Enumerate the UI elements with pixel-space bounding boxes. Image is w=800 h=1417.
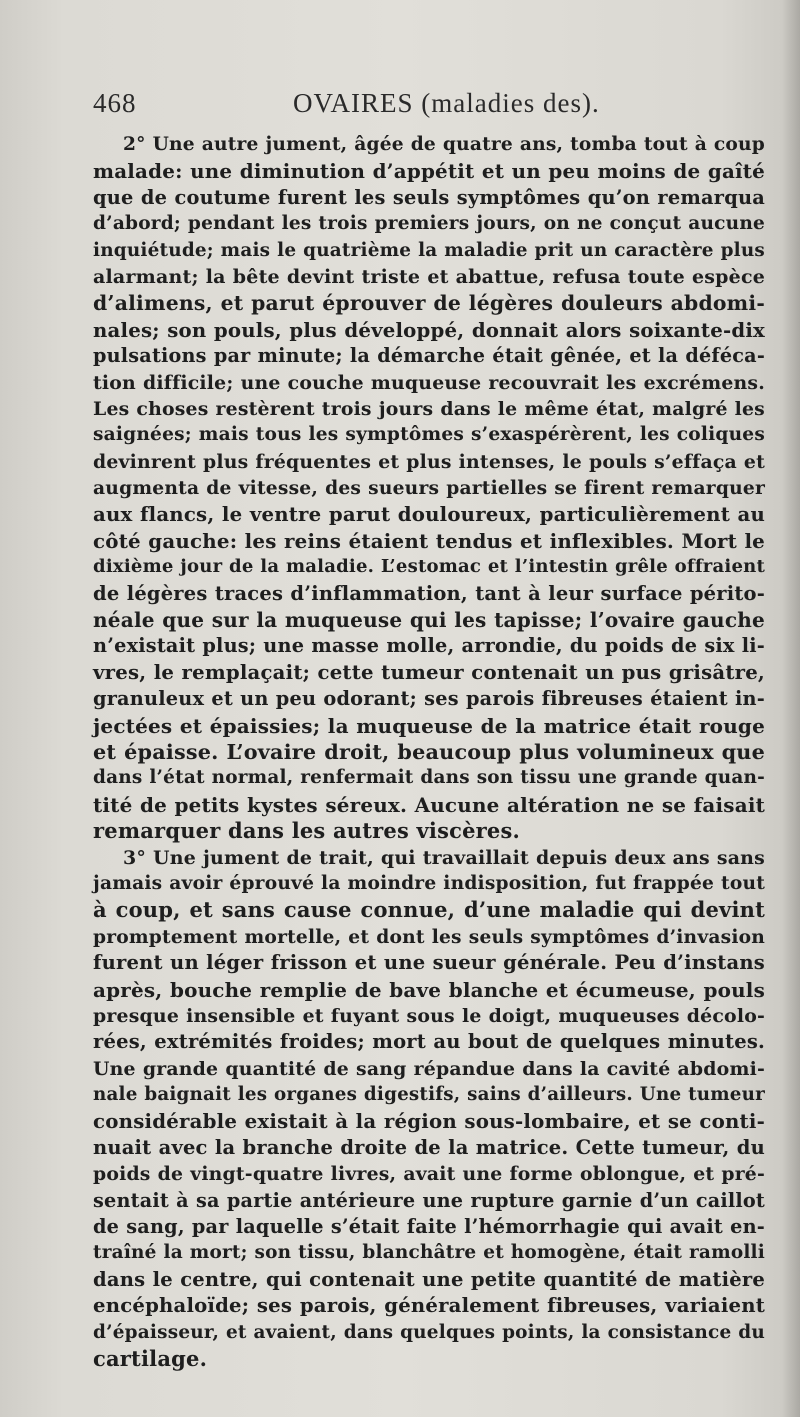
text-line: d’épaisseur, et avaient, dans quelques points, la consistance du <box>93 1321 765 1343</box>
text-line: poids de vingt-quatre livres, avait une forme oblongue, et pré- <box>93 1163 765 1186</box>
text-line: d’alimens, et parut éprouver de légères douleurs abdomi- <box>93 291 765 316</box>
text-line: côté gauche: les reins étaient tendus et inflexibles. Mort le <box>93 528 765 553</box>
text-line: dixième jour de la maladie. L’estomac et l’intestin grêle offraient <box>93 556 765 578</box>
text-line: à coup, et sans cause connue, d’une maladie qui devint <box>93 897 765 923</box>
text-line: jamais avoir éprouvé la moindre indisposition, fut frappée tout <box>93 872 765 894</box>
text-line: 2° Une autre jument, âgée de quatre ans, tomba tout à coup <box>123 134 765 155</box>
text-line: granuleux et un peu odorant; ses parois fibreuses étaient in- <box>93 687 765 711</box>
text-line: vres, le remplaçait; cette tumeur contenait un pus grisâtre, <box>93 660 765 684</box>
text-line: aux flancs, le ventre parut douloureux, particulièrement au <box>93 502 765 527</box>
text-line: cartilage. <box>93 1345 208 1371</box>
text-line: de légères traces d’inflammation, tant à leur surface périto- <box>93 581 765 605</box>
page-edge-shadow <box>782 0 800 1417</box>
text-line: rées, extrémités froides; mort au bout de quelques minutes. <box>93 1030 765 1054</box>
text-line: nales; son pouls, plus développé, donnait alors soixante-dix <box>93 317 765 342</box>
text-line: remarquer dans les autres viscères. <box>93 818 521 844</box>
text-line: d’abord; pendant les trois premiers jours, on ne conçut aucune <box>93 213 765 235</box>
text-line: jectées et épaissies; la muqueuse de la matrice était rouge <box>93 713 765 738</box>
text-line: nuait avec la branche droite de la matrice. Cette tumeur, du <box>93 1135 765 1159</box>
text-line: nale baignait les organes digestifs, sains d’ailleurs. Une tumeur <box>93 1084 765 1106</box>
text-line: sentait à sa partie antérieure une rupture garnie d’un caillot <box>93 1188 765 1212</box>
text-line: inquiétude; mais le quatrième la maladie prit un caractère plus <box>93 239 765 261</box>
text-line: traîné la mort; son tissu, blanchâtre et homogène, était ramolli <box>93 1242 765 1264</box>
text-line: tité de petits kystes séreux. Aucune altération ne se faisait <box>93 792 765 817</box>
text-line: néale que sur la muqueuse qui les tapisse; l’ovaire gauche <box>93 608 765 633</box>
text-line: tion difficile; une couche muqueuse recouvrait les excrémens. <box>93 371 765 394</box>
text-line: promptement mortelle, et dont les seuls symptômes d’invasion <box>93 925 765 948</box>
page-header <box>93 88 733 122</box>
text-line: que de coutume furent les seuls symptômes qu’on remarqua <box>93 185 765 209</box>
text-line: pulsations par minute; la démarche était gênée, et la déféca- <box>93 344 765 368</box>
text-line: et épaisse. L’ovaire droit, beaucoup plus volumineux que <box>93 739 765 764</box>
text-line: augmenta de vitesse, des sueurs partielles se firent remarquer <box>93 477 765 500</box>
text-line: n’existait plus; une masse molle, arrondie, du poids de six li- <box>93 634 765 658</box>
text-line: saignées; mais tous les symptômes s’exaspérèrent, les coliques <box>93 424 765 446</box>
text-line: 3° Une jument de trait, qui travaillait depuis deux ans sans <box>123 846 765 869</box>
text-line: de sang, par laquelle s’était faite l’hémorrhagie qui avait en- <box>93 1215 765 1239</box>
text-line: Une grande quantité de sang répandue dans la cavité abdomi- <box>93 1057 765 1080</box>
text-line: alarmant; la bête devint triste et abattue, refusa toute espèce <box>93 265 765 288</box>
running-head: OVAIRES (maladies des). <box>293 88 600 118</box>
body-text <box>93 132 765 1372</box>
text-line: furent un léger frisson et une sueur générale. Peu d’instans <box>93 951 765 975</box>
text-line: après, bouche remplie de bave blanche et écumeuse, pouls <box>93 977 765 1002</box>
text-line: devinrent plus fréquentes et plus intenses, le pouls s’effaça et <box>93 450 765 473</box>
page-number: 468 <box>93 88 137 118</box>
text-line: malade: une diminution d’appétit et un peu moins de gaîté <box>93 159 765 184</box>
text-line: encéphaloïde; ses parois, généralement fibreuses, variaient <box>93 1294 765 1318</box>
text-line: presque insensible et fuyant sous le doigt, muqueuses décolo- <box>93 1004 765 1027</box>
text-line: Les choses restèrent trois jours dans le même état, malgré les <box>93 397 765 420</box>
text-line: dans le centre, qui contenait une petite quantité de matière <box>93 1267 765 1291</box>
text-line: considérable existait à la région sous-lombaire, et se conti- <box>93 1109 765 1134</box>
text-line: dans l’état normal, renfermait dans son tissu une grande quan- <box>93 767 765 789</box>
